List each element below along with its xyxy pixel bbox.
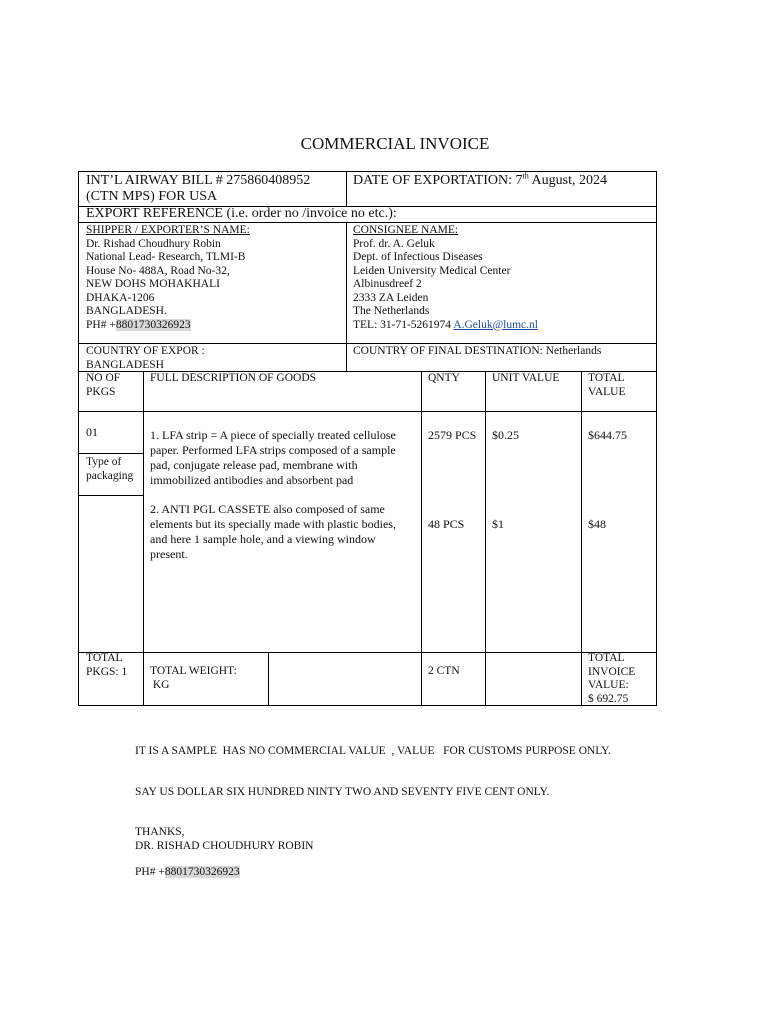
item-total-value: $48 — [588, 517, 606, 531]
consignee-block — [353, 224, 538, 332]
shipper-phone-number: 8801730326923 — [115, 318, 191, 331]
shipper-line: Dr. Rishad Choudhury Robin — [86, 237, 221, 250]
total-invoice-value: TOTAL INVOICE VALUE: $ 692.75 — [588, 652, 636, 705]
customs-note: IT IS A SAMPLE HAS NO COMMERCIAL VALUE , VALUE FOR CUSTOMS PURPOSE ONLY. SAY US DOLLAR SIX HUNDRED NINTY TWO AND SEVENTY FIVE CENT ONLY. — [135, 745, 611, 798]
airway-bill-note: (CTN MPS) FOR USA — [86, 189, 218, 204]
date-day-suffix: th — [522, 171, 529, 181]
date-rest: August, 2024 — [531, 173, 607, 188]
consignee-heading: CONSIGNEE NAME: — [353, 224, 459, 236]
header-no-of-pkgs: NO OF PKGS — [86, 372, 121, 398]
item-unit-value: $0.25 — [492, 428, 519, 442]
consignee-line: 2333 ZA Leiden — [353, 291, 429, 304]
shipper-line: BANGLADESH. — [86, 305, 167, 317]
date-of-exportation — [353, 173, 607, 189]
document-title: COMMERCIAL INVOICE — [300, 134, 490, 153]
packaging-type-label: Type of packaging — [86, 456, 134, 482]
shipper-block — [86, 224, 250, 332]
consignee-line: Albinusdreef 2 — [353, 278, 422, 290]
shipper-line: National Lead- Research, TLMI-B — [86, 251, 246, 263]
airway-bill-number: INT’L AIRWAY BILL # 275860408952 — [86, 173, 311, 188]
country-of-destination: COUNTRY OF FINAL DESTINATION: Netherlands — [353, 345, 602, 357]
consignee-line: Leiden University Medical Center — [353, 264, 511, 277]
header-qnty: QNTY — [428, 372, 460, 384]
signoff-thanks: THANKS, — [135, 826, 185, 838]
header-total-value: TOTAL VALUE — [588, 372, 626, 398]
export-reference: EXPORT REFERENCE (i.e. order no /invoice no etc.): — [86, 206, 397, 221]
date-day: 7 — [515, 173, 523, 188]
total-weight: TOTAL WEIGHT: KG — [150, 665, 237, 691]
total-ctn: 2 CTN — [428, 665, 460, 677]
consignee-line: Dept. of Infectious Diseases — [353, 251, 483, 263]
consignee-line: Prof. dr. A. Geluk — [353, 237, 435, 250]
signoff-phone: PH# +8801730326923 — [135, 866, 240, 878]
item-qnty: 2579 PCS — [428, 428, 477, 442]
consignee-tel: TEL: 31-71-5261974 A.Geluk@lumc.nl — [353, 318, 538, 331]
airway-bill — [86, 173, 310, 205]
item-description: 1. LFA strip = A piece of specially treated cellulose paper. Performed LFA strips composed of a sample pad, conjugate release pad, membrane with immobilized antibodies and absorbent pad — [150, 428, 396, 487]
consignee-line: The Netherlands — [353, 305, 430, 317]
package-count: 01 — [86, 425, 98, 439]
shipper-line: House No- 488A, Road No-32, — [86, 264, 230, 277]
shipper-heading: SHIPPER / EXPORTER’S NAME: — [86, 224, 250, 236]
signoff — [135, 826, 313, 880]
total-pkgs: TOTAL PKGS: 1 — [86, 652, 128, 678]
country-of-export: COUNTRY OF EXPOR : BANGLADESH — [86, 345, 205, 371]
header-unit-value: UNIT VALUE — [492, 372, 560, 384]
signoff-name: DR. RISHAD CHOUDHURY ROBIN — [135, 839, 314, 852]
shipper-phone: PH# +8801730326923 — [86, 318, 191, 331]
consignee-email-link[interactable]: A.Geluk@lumc.nl — [453, 318, 538, 331]
shipper-line: NEW DOHS MOHAKHALI — [86, 278, 220, 290]
item-total-value: $644.75 — [588, 428, 627, 442]
item-unit-value: $1 — [492, 517, 504, 531]
header-description: FULL DESCRIPTION OF GOODS — [150, 372, 317, 384]
signoff-phone-number: 8801730326923 — [164, 866, 240, 878]
date-label: DATE OF EXPORTATION: — [353, 173, 513, 188]
item-qnty: 48 PCS — [428, 517, 465, 531]
shipper-line: DHAKA-1206 — [86, 291, 155, 304]
item-description: 2. ANTI PGL CASSETE also composed of same elements but its specially made with plastic bodies, and here 1 sample hole, and a viewing window present. — [150, 502, 396, 561]
